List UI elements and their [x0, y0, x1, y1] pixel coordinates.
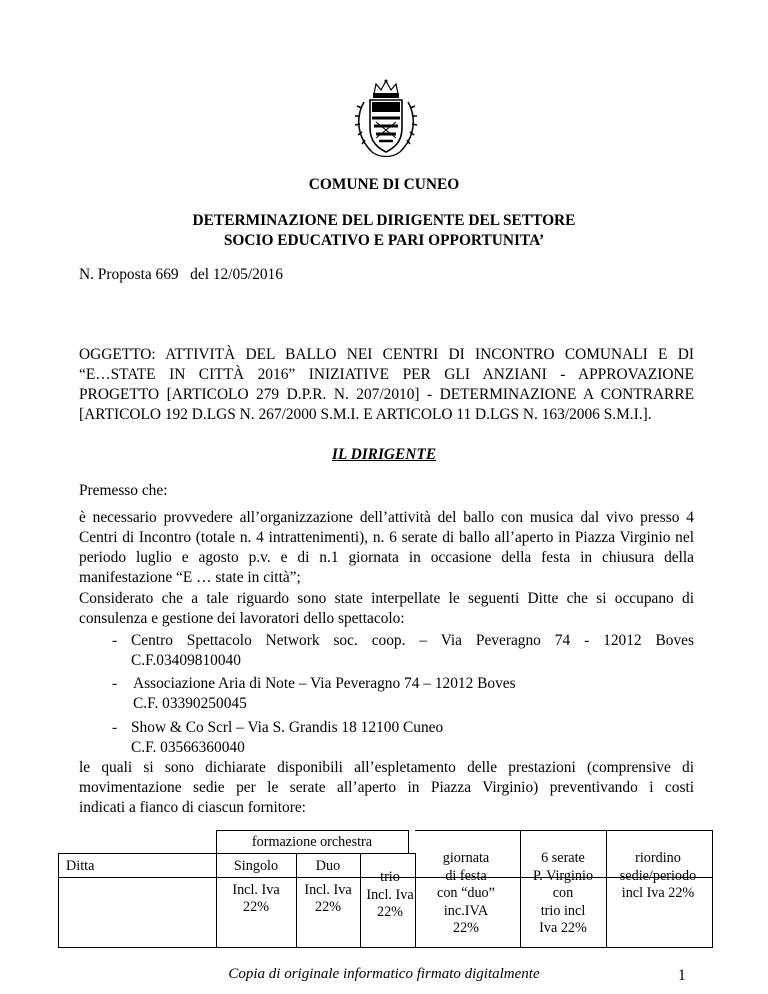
column-header-line: di festa	[445, 867, 487, 884]
column-header-line: 22%	[242, 899, 269, 915]
column-header-line: inc.IVA	[443, 902, 489, 919]
paragraph-line: manifestazione “E … state in città”;	[79, 569, 301, 586]
paragraph-line: consulenza e gestione dei lavoratori dello spettacolo:	[79, 610, 405, 627]
subject-line: [ARTICOLO 192 D.LGS N. 267/2000 S.M.I. E ARTICOLO 11 D.LGS N. 163/2006 S.M.I.].	[79, 406, 652, 423]
column-header-line: sedie/periodo	[619, 867, 697, 884]
paragraph-line: indicati a fianco di ciascun fornitore:	[79, 799, 306, 816]
issuer-name: COMUNE DI CUNEO	[308, 176, 460, 193]
footer-note: Copia di originale informatico firmato digitalmente	[228, 966, 540, 982]
column-header-line: 22%	[452, 920, 479, 936]
column-header-line: 22%	[376, 904, 403, 920]
column-header-singolo	[216, 858, 296, 917]
column-header-line: Incl. Iva	[232, 881, 280, 898]
premise-heading: Premesso che:	[79, 482, 168, 499]
supplier-bullet: -	[112, 632, 118, 649]
supplier-tax-code: C.F. 03566360040	[131, 739, 245, 756]
column-header-line: trio	[380, 869, 400, 885]
column-header-duo	[296, 858, 360, 917]
column-header-line: riordino	[635, 850, 681, 866]
column-header-line: con “duo”	[437, 885, 495, 901]
supplier-name: Show & Co Scrl – Via S. Grandis 18 12100 Cuneo	[131, 719, 444, 736]
subject-line: “E…STATE IN CITTÀ 2016” INIZIATIVE PER GLI ANZIANI - APPROVAZIONE	[79, 366, 694, 383]
column-group-header: formazione orchestra	[251, 834, 373, 850]
column-header-line: incl Iva 22%	[621, 885, 695, 901]
subject-line: OGGETTO: ATTIVITÀ DEL BALLO NEI CENTRI DI INCONTRO COMUNALI E DI	[79, 346, 694, 363]
supplier-tax-code: C.F.03409810040	[131, 652, 241, 669]
section-title: IL DIRIGENTE	[331, 446, 437, 463]
column-header-giornata	[418, 850, 514, 938]
subject-line: PROGETTO [ARTICOLO 279 D.P.R. N. 207/2010] - DETERMINAZIONE A CONTRARRE	[79, 386, 694, 403]
column-header-line: Incl. Iva	[366, 886, 414, 903]
column-header-trio	[360, 869, 420, 922]
paragraph-line: Considerato che a tale riguardo sono state interpellate le seguenti Ditte che si occupano di	[79, 590, 694, 607]
column-header-line: con	[552, 885, 574, 901]
column-header-line: P. Virginio	[532, 867, 594, 884]
column-header-line: Singolo	[233, 858, 279, 874]
supplier-name: Associazione Aria di Note – Via Peveragno 74 – 12012 Boves	[133, 675, 516, 692]
proposal-date: del 12/05/2016	[190, 266, 283, 283]
paragraph-line: Centri di Incontro (totale n. 4 intrattenimenti), n. 6 serate di ballo all’aperto in Piazza Virginio nel	[79, 529, 694, 546]
column-header-line: 22%	[314, 899, 341, 915]
supplier-tax-code: C.F. 03390250045	[133, 695, 247, 712]
column-header-serate	[520, 850, 606, 938]
column-header-ditta: Ditta	[66, 858, 95, 874]
paragraph-line: movimentazione sedie per le serate all’aperto in Piazza Virginio) preventivando i costi	[79, 779, 694, 796]
column-header-line: Duo	[315, 858, 341, 874]
column-header-line: trio incl	[540, 902, 586, 919]
supplier-bullet: -	[112, 675, 118, 692]
column-header-line: Iva 22%	[539, 920, 587, 936]
column-header-line: Incl. Iva	[304, 881, 352, 898]
column-header-line: 6 serate	[541, 850, 585, 866]
proposal-number: N. Proposta 669	[79, 266, 179, 283]
paragraph-line: periodo luglio e agosto p.v. e di n.1 giornata in occasione della festa in chiusura della	[79, 549, 694, 566]
column-header-line: giornata	[442, 850, 490, 866]
document-title-line1: DETERMINAZIONE DEL DIRIGENTE DEL SETTORE	[192, 212, 576, 229]
supplier-name: Centro Spettacolo Network soc. coop. – Via Peveragno 74 - 12012 Boves	[131, 632, 694, 649]
page-number: 1	[678, 967, 686, 984]
document-title-line2: SOCIO EDUCATIVO E PARI OPPORTUNITA’	[223, 232, 545, 249]
paragraph-line: le quali si sono dichiarate disponibili all’espletamento delle prestazioni (comprensive di	[79, 759, 694, 776]
supplier-bullet: -	[112, 719, 118, 736]
column-header-riordino	[606, 850, 710, 903]
paragraph-line: è necessario provvedere all’organizzazione dell’attività del ballo con musica dal vivo presso 4	[79, 509, 694, 526]
